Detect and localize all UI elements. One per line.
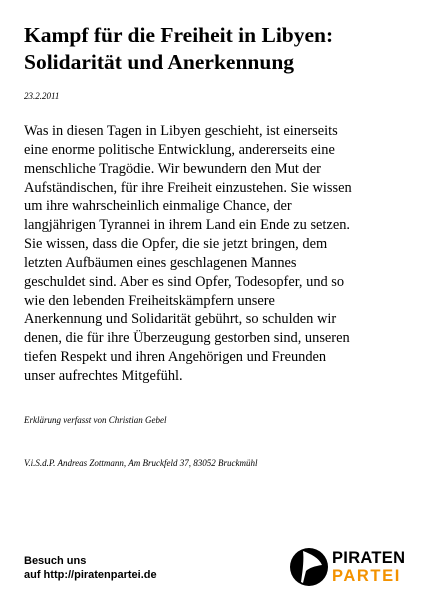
body-line: um ihre wahrscheinlich einmalige Chance, der <box>24 198 292 215</box>
pirate-sail-icon <box>289 545 331 589</box>
logo-text-piraten: PIRATEN <box>332 549 406 567</box>
body-line: tiefen Respekt und ihren Angehörigen und Freunden <box>24 349 327 366</box>
body-line: geschuldet sind. Aber es sind Opfer, Todesopfer, und so <box>24 273 345 290</box>
logo-text-partei: PARTEI <box>332 567 401 585</box>
body-line: unser aufrechtes Mitgefühl. <box>24 367 183 384</box>
visit-url-line: auf http://piratenpartei.de <box>24 569 157 581</box>
visit-us-text <box>24 554 157 582</box>
document-date: 23.2.2011 <box>24 91 60 101</box>
body-line: Anerkennung und Solidarität gebührt, so schulden wir <box>24 311 337 328</box>
body-line: Aufständischen, für ihre Freiheit einzustehen. Sie wissen <box>24 179 352 196</box>
body-line: wie den lebenden Freiheitskämpfern unsere <box>24 292 275 309</box>
title-line: Kampf für die Freiheit in Libyen: <box>24 23 334 47</box>
body-line: eine enorme politische Entwicklung, andererseits eine <box>24 141 335 158</box>
imprint-line: V.i.S.d.P. Andreas Zottmann, Am Bruckfeld 37, 83052 Bruckmühl <box>24 458 258 468</box>
body-line: letzten Aufbäumen eines geschlagenen Mannes <box>24 254 297 271</box>
document-title <box>24 22 404 76</box>
body-line: Sie wissen, dass die Opfer, die sie jetzt bringen, dem <box>24 236 328 253</box>
body-line: langjährigen Tyrannei in ihrem Land ein Ende zu setzen. <box>24 217 350 234</box>
body-line: denen, die für ihre Überzeugung gestorben sind, unseren <box>24 330 350 347</box>
piratenpartei-logo <box>289 545 409 589</box>
visit-line: Besuch uns <box>24 555 87 567</box>
body-line: menschliche Tragödie. Wir bewundern den Mut der <box>24 160 321 177</box>
title-line: Solidarität und Anerkennung <box>24 50 295 74</box>
body-line: Was in diesen Tagen in Libyen geschieht, ist einerseits <box>24 123 338 139</box>
author-note: Erklärung verfasst von Christian Gebel <box>24 415 167 425</box>
body-text <box>24 122 416 386</box>
